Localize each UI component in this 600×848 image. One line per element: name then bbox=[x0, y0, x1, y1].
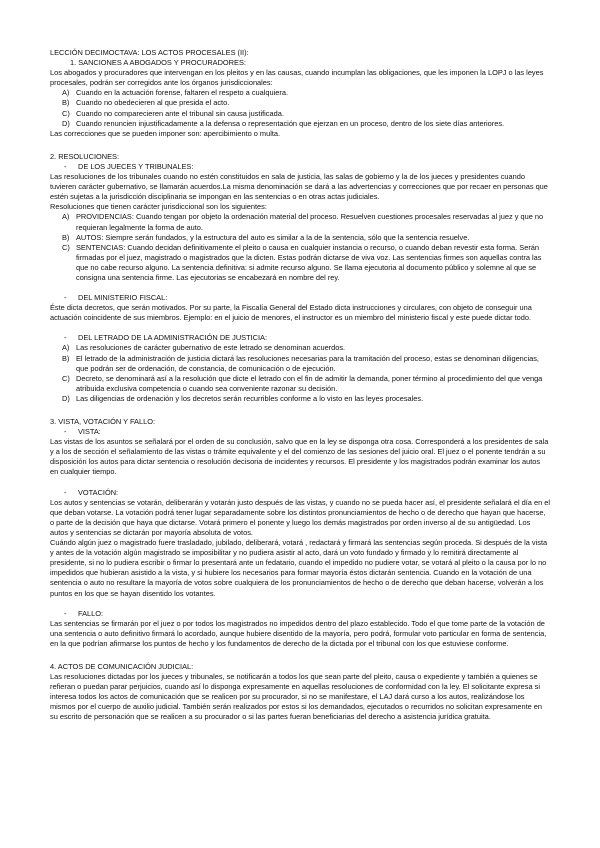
section-4-heading: 4. ACTOS DE COMUNICACIÓN JUDICIAL: bbox=[50, 661, 194, 671]
paragraph: Las resoluciones dictadas por los jueces y tribunales, se notificarán a todos los que sean parte del pleito, causa o expediente y también a quienes se refieran o puedan parar perjuicios, cuando así lo disponga expresamente en aquellas resoluciones de conformidad con la ley. El solicitante expresa si interesa todos los actos de comunicación que se realicen por su procurador, si no se manifestare, el LAJ dará curso a los autos, realizándose los mismos por el cuerpo de auxilio judicial. También serán realizados por estos si los demandados, ejecutados o recurridos no solicitan expresamente en su escrito de personación que se realicen a su procurador o si las partes fueran beneficiarias del derecho a asistencia jurídica gratuita. bbox=[50, 672, 543, 722]
section-1-intro: Los abogados y procuradores que intervengan en los pleitos y en las causas, cuando incumplan las obligaciones, que les imponen la LOPJ o las leyes procesales, podrán ser corregidos ante los órganos jurisdiccionales: bbox=[50, 68, 544, 88]
section-3-heading: 3. VISTA, VOTACIÓN Y FALLO: bbox=[50, 417, 156, 426]
list-item: C) Cuando no comparecieren ante el tribunal sin causa justificada. bbox=[62, 108, 284, 118]
subheading-letrado: - DEL LETRADO DE LA ADMINISTRACIÓN DE JUSTICIA: bbox=[50, 333, 550, 343]
paragraph: Las sentencias se firmarán por el juez o por todos los magistrados no impedidos dentro del plazo establecido. Todo el que tome parte de la votación de una sentencia o auto definitivo firmará lo acordado, aunque hubiere disentido de la mayoría, pero podrá, formular voto particular en forma de sentencia, en la que podrían afirmarse los puntos de hecho y los fundamentos de derecho de la dictada por el tribunal con los que estuviese conforme. bbox=[50, 618, 547, 648]
document-page bbox=[50, 48, 550, 723]
paragraph: Las resoluciones de los tribunales cuando no estén constituidos en sala de justicia, las salas de gobierno y la de los jueces y presidentes cuando tuvieren carácter gubernativo, se llamarán acuerdos.La misma denominación se dará a las advertencias y correcciones que por recaer en personas que estén sujetas a la jurisdicción disciplinaria se impongan en las sentencias o en otras actas judiciales. bbox=[50, 172, 548, 202]
list-item: A) Las resoluciones de carácter gubernativo de este letrado se denominan acuerdos. bbox=[62, 343, 346, 353]
list-item: D) Las diligencias de ordenación y los decretos serán recurribles conforme a lo visto en las leyes procesales. bbox=[62, 393, 424, 403]
list-item: A) PROVIDENCIAS: Cuando tengan por objeto la ordenación material del proceso. Resuelven cuestiones procesales reservadas al juez y que no requieran legalmente la forma de auto. bbox=[62, 212, 544, 232]
paragraph: Cuándo algún juez o magistrado fuere trasladado, jubilado, deliberará, votará , redactará y firmará las sentencias según proceda. Si después de la vista y antes de la votación algún magistrado se imposibilitar y no pudiera asistir al acto, dará un voto fundado y firmado y lo remitirá directamente al presidente, si no lo pudiera escribir o firmar lo presentará ante un fedatario, cuando el impedido no pudiere votar, se votará al pleito o la causa por lo no impedidos que hubieran asistido a la vista, y si hubiere los necesarios para formar mayoría éstos dictarán sentencia. Cuando en la votación de una sentencia o auto no resultare la mayoría de votos sobre cualquiera de los pronunciamientos de hecho o de derecho que deban hacerse, volverán a los puntos en los que se hayan disentido los votantes. bbox=[50, 538, 548, 598]
list-item: B) El letrado de la administración de justicia dictará las resoluciones necesarias para la tramitación del proceso, estas se denominan diligencias, que podrán ser de ordenación, de constancia, de comunicación o de ejecución. bbox=[62, 353, 539, 373]
list-item: B) Cuando no obedecieren al que presida el acto. bbox=[62, 98, 230, 108]
paragraph: Los autos y sentencias se votarán, deliberarán y votarán justo después de las vistas, y cuando no se pueda hacer así, el presidente señalará el día en el que deban votarse. La votación podrá tener lugar separadamente sobre los distintos pronunciamientos de hecho o de derecho que hayan que hacerse, o parte de la decisión que haya que dictarse. Votará primero el ponente y luego los demás magistrados por orden inverso al de su antigüedad. Los autos y sentencias se dictarán por mayoría absoluta de votos. bbox=[50, 497, 551, 537]
list-item: D) Cuando renuncien injustificadamente a la defensa o representación que ejerzan en un proceso, dentro de los siete días anteriores. bbox=[62, 118, 505, 128]
paragraph: Resoluciones que tienen carácter jurisdiccional son los siguientes: bbox=[50, 202, 267, 212]
paragraph: Éste dicta decretos, que serán motivados. Por su parte, la Fiscalía General del Estado dicta instrucciones y circulares, con objeto de conseguir una actuación coincidente de sus miembros. Ejemplo: en el juicio de menores, el instructor es un miembro del ministerio fiscal y este puede dictar todo. bbox=[50, 303, 532, 323]
list-item: B) AUTOS: Siempre serán fundados, y la estructura del auto es similar a la de la sentencia, sólo que la sentencia resuelve. bbox=[62, 232, 470, 242]
list-item: C) Decreto, se denominará así a la resolución que dicte el letrado con el fin de admitir la demanda, poner término al procedimiento del que venga atribuida exclusiva competencia o cuando sea conveniente razonar su decisión. bbox=[62, 373, 543, 393]
lesson-title: LECCIÓN DECIMOCTAVA: LOS ACTOS PROCESALES (II): bbox=[50, 48, 249, 57]
subheading-votacion: - VOTACIÓN: bbox=[50, 488, 550, 498]
subheading-vista: - VISTA: bbox=[50, 427, 550, 437]
section-1-heading: 1. SANCIONES A ABOGADOS Y PROCURADORES: bbox=[70, 58, 246, 68]
section-1-closing: Las correcciones que se pueden imponer son: apercibimiento o multa. bbox=[50, 128, 281, 138]
subheading-jueces: - DE LOS JUECES Y TRIBUNALES: bbox=[50, 162, 550, 172]
paragraph: Las vistas de los asuntos se señalará por el orden de su conclusión, salvo que en la ley se disponga otra cosa. Corresponderá a los presidentes de sala y a los de sección el señalamiento de las vistas o trámite equivalente y el del comienzo de las sesiones del juicio oral. El juez o el ponente tendrán a su disposición los autos para dictar sentencia o resolución decisoria de incidentes y recursos. El presidente y los magistrados podrán examinar los autos en cualquier tiempo. bbox=[50, 437, 549, 477]
section-2-heading: 2. RESOLUCIONES: bbox=[50, 151, 119, 161]
list-item: C) SENTENCIAS: Cuando decidan definitivamente el pleito o causa en cualquier instancia o recurso, o cuando deban revestir esta forma. Serán firmadas por el juez, magistrado o magistrados que la dicten. Estas podrán dictarse de viva voz. Las sentencias firmes son aquellas contra las que no cabe recurso alguno. La sentencia definitiva: si admite recurso alguno. Se llama ejecutoria al documento público y solemne al que se consigna una sentencia firme. Las ejecutorias se encabezará en nombre del rey. bbox=[62, 242, 542, 282]
subheading-fiscal: - DEL MINISTERIO FISCAL: bbox=[50, 293, 550, 303]
list-item: A) Cuando en la actuación forense, faltaren el respeto a cualquiera. bbox=[62, 88, 289, 98]
subheading-fallo: - FALLO: bbox=[50, 609, 550, 619]
